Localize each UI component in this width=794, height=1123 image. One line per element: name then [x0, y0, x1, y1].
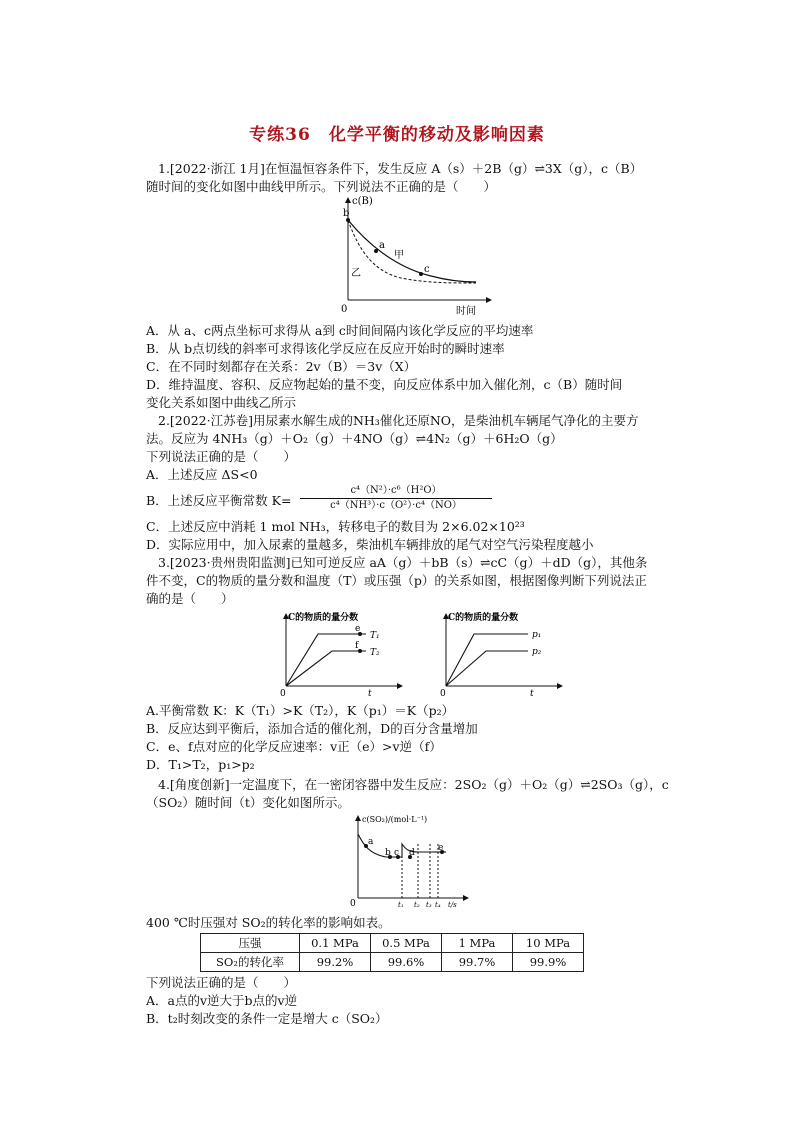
q3b-x-label: t — [530, 689, 534, 699]
q3a-e-label: e — [355, 624, 361, 634]
table-row — [201, 953, 584, 972]
q2-option-c: C．上述反应中消耗 1 mol NH₃，转移电子的数目为 2×6.02×10²³ — [146, 519, 525, 534]
q1-yi-label: 乙 — [351, 268, 361, 279]
q3b-p1-label: p₁ — [532, 630, 542, 640]
q3-stem-line2: 件不变，C的物质的量分数和温度（T）或压强（p）的关系如图，根据图像判断下列说法正 — [146, 573, 647, 588]
q3-option-d: D．T₁>T₂，p₁>p₂ — [146, 757, 255, 772]
table-cell: 1 MPa — [442, 934, 513, 953]
q1-graph — [336, 192, 496, 320]
q4-pressure-table — [200, 933, 584, 972]
q4-b-label: b — [385, 848, 391, 858]
q1-option-a: A．从 a、c两点坐标可求得从 a到 c时间间隔内该化学反应的平均速率 — [146, 323, 534, 338]
q1-point-c — [419, 272, 423, 276]
q4-origin: 0 — [350, 899, 356, 909]
q4-option-b: B．t₂时刻改变的条件一定是增大 c（SO₂） — [146, 1011, 388, 1026]
q1-b-label: b — [343, 208, 350, 219]
q4-t2-label: t₂ — [414, 901, 420, 909]
q3-option-a: A.平衡常数 K：K（T₁）>K（T₂），K（p₁）＝K（p₂） — [146, 703, 455, 718]
q3-option-b: B．反应达到平衡后，添加合适的催化剂，D的百分含量增加 — [146, 721, 478, 736]
table-row — [201, 934, 584, 953]
q3a-origin: 0 — [280, 689, 286, 699]
q2-option-d: D．实际应用中，加入尿素的量越多，柴油机车辆排放的尾气对空气污染程度越小 — [146, 537, 594, 552]
q4-t4-label: t₄ — [435, 901, 441, 909]
q1-c-label: c — [424, 264, 430, 275]
q3-graph-temperature — [276, 608, 406, 700]
q1-y-label: c(B) — [352, 196, 373, 207]
q1-jia-label: 甲 — [394, 250, 404, 261]
q4-d-label: d — [409, 848, 415, 858]
q1-option-b: B．从 b点切线的斜率可求得该化学反应在反应开始时的瞬时速率 — [146, 341, 505, 356]
q3a-line-t1 — [286, 634, 366, 686]
q4-c-label: c — [394, 848, 400, 858]
q2-option-b-prefix: B．上述反应平衡常数 K= — [146, 493, 292, 508]
q3a-t1-label: T₁ — [370, 631, 380, 641]
q3a-y-label: C的物质的量分数 — [288, 613, 359, 623]
q4-t1-label: t₁ — [398, 901, 404, 909]
q4-a-label: a — [368, 837, 374, 847]
q4-stem-line2: （SO₂）随时间（t）变化如图所示。 — [146, 795, 350, 810]
q2-stem-line3: 下列说法正确的是（ ） — [146, 449, 297, 464]
table-header-pressure: 压强 — [201, 934, 300, 953]
table-cell: 99.6% — [371, 953, 442, 972]
q3b-line-p2 — [446, 651, 528, 686]
q4-x-label: t/s — [448, 901, 457, 909]
q2-fraction-denominator: c⁴（NH³）·c（O²）·c⁴（NO） — [330, 500, 462, 511]
table-cell: 99.9% — [513, 953, 584, 972]
q4-graph — [346, 810, 472, 910]
q2-option-a: A．上述反应 ΔS<0 — [146, 467, 258, 482]
q3a-t2-label: T₂ — [370, 648, 380, 658]
q1-curve-yi — [348, 220, 476, 283]
q1-point-a — [374, 249, 378, 253]
q4-table-intro: 400 ℃时压强对 SO₂的转化率的影响如表。 — [146, 915, 391, 930]
q3-option-c: C．e、f点对应的化学反应速率：v正（e）>v逆（f） — [146, 739, 442, 754]
q1-option-c: C．在不同时刻都存在关系：2v（B）＝3v（X） — [146, 359, 417, 374]
q1-stem-line2: 随时间的变化如图中曲线甲所示。下列说法不正确的是（ ） — [146, 179, 497, 194]
q3a-f-label: f — [355, 641, 359, 651]
q2-fraction — [300, 484, 492, 513]
q1-option-d-line1: D．维持温度、容积、反应物起始的量不变，向反应体系中加入催化剂，c（B）随时间 — [146, 377, 623, 392]
q3a-x-label: t — [368, 689, 372, 699]
table-cell: 10 MPa — [513, 934, 584, 953]
q1-option-d-line2: 变化关系如图中曲线乙所示 — [146, 395, 297, 410]
q3b-origin: 0 — [440, 689, 446, 699]
q4-option-a: A．a点的v逆大于b点的v逆 — [146, 993, 298, 1008]
q4-e-label: e — [438, 843, 444, 853]
q4-stem-line3: 下列说法正确的是（ ） — [146, 975, 297, 990]
q3a-line-t2 — [286, 651, 366, 686]
q3b-p2-label: p₂ — [532, 647, 542, 657]
q1-x-label: 时间 — [456, 306, 476, 317]
q3b-y-label: C的物质的量分数 — [448, 613, 519, 623]
q4-y-label: c(SO₂)/(mol·L⁻¹) — [362, 815, 428, 824]
q4-t3-label: t₃ — [426, 901, 432, 909]
q3-stem-line3: 确的是（ ） — [146, 591, 234, 606]
q4-stem-line1: 4.[角度创新]一定温度下，在一密闭容器中发生反应：2SO₂（g）＋O₂（g）⇌2SO₃（g），c — [158, 777, 669, 792]
q2-stem-line2: 法。反应为 4NH₃（g）＋O₂（g）＋4NO（g）⇌4N₂（g）＋6H₂O（g） — [146, 431, 563, 446]
table-cell: 99.7% — [442, 953, 513, 972]
q1-stem-line1: 1.[2022·浙江 1月]在恒温恒容条件下，发生反应 A（s）＋2B（g）⇌3X（g），c（B） — [158, 161, 643, 176]
q3-stem-line1: 3.[2023·贵州贵阳监测]已知可逆反应 aA（g）＋bB（s）⇌cC（g）＋dD（g），其他条 — [158, 555, 648, 570]
q1-curve-jia — [348, 220, 476, 282]
table-cell: 0.1 MPa — [300, 934, 371, 953]
q1-origin: 0 — [341, 304, 348, 315]
table-header-conversion: SO₂的转化率 — [201, 953, 300, 972]
q1-a-label: a — [379, 240, 385, 251]
q2-fraction-numerator: c⁴（N²）·c⁶（H²O） — [350, 485, 442, 496]
q2-stem-line1: 2.[2022·江苏卷]用尿素水解生成的NH₃催化还原NO，是柴油机车辆尾气净化的主要方 — [158, 413, 639, 428]
q3-graph-pressure — [436, 608, 566, 700]
q3a-point-f — [358, 649, 362, 653]
q3b-line-p1 — [446, 634, 528, 686]
table-cell: 99.2% — [300, 953, 371, 972]
page-title: 专练36 化学平衡的移动及影响因素 — [249, 125, 545, 145]
table-cell: 0.5 MPa — [371, 934, 442, 953]
